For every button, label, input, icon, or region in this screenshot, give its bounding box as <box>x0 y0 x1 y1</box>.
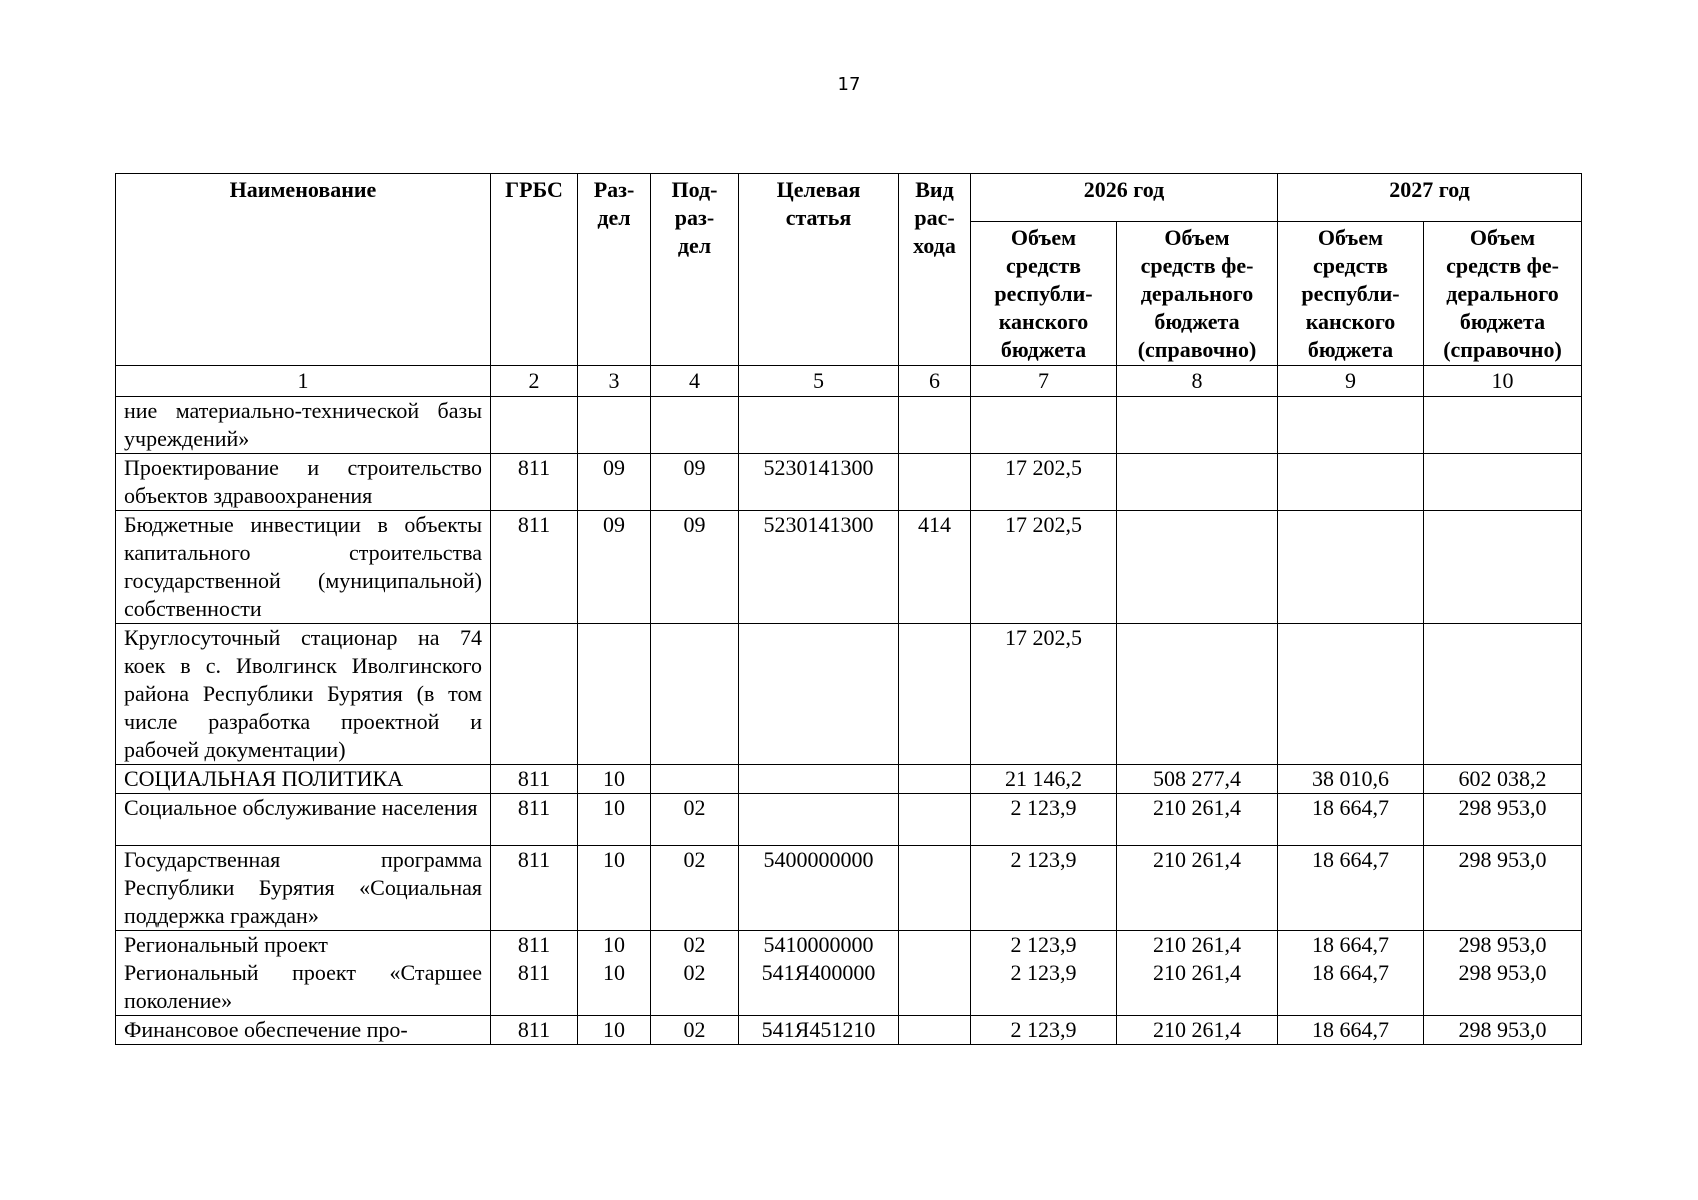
column-index: 7 <box>971 366 1117 397</box>
column-index: 4 <box>651 366 739 397</box>
cell-rep-2027: 38 010,6 <box>1278 765 1424 794</box>
cell-celevaya <box>739 397 899 454</box>
cell-rep-2026: 2 123,9 2 123,9 <box>971 931 1117 1016</box>
column-index: 8 <box>1117 366 1278 397</box>
header-celevaya: Целевая статья <box>739 174 899 366</box>
cell-name: Региональный проект Региональный проект «Старшее поколение» <box>116 931 491 1016</box>
cell-celevaya <box>739 624 899 765</box>
cell-fed-2027: 298 953,0 298 953,0 <box>1424 931 1582 1016</box>
cell-grbs <box>491 397 578 454</box>
cell-podrazdel <box>651 397 739 454</box>
cell-fed-2027: 298 953,0 <box>1424 846 1582 931</box>
column-index: 2 <box>491 366 578 397</box>
table-row <box>116 765 1582 794</box>
cell-celevaya: 5230141300 <box>739 511 899 624</box>
cell-grbs: 811 811 <box>491 931 578 1016</box>
cell-name: Социальное обслуживание населения <box>116 794 491 846</box>
cell-celevaya <box>739 794 899 846</box>
cell-rep-2027: 18 664,7 <box>1278 794 1424 846</box>
cell-rep-2026: 2 123,9 <box>971 794 1117 846</box>
cell-razdel: 10 <box>578 765 651 794</box>
cell-grbs: 811 <box>491 1016 578 1045</box>
cell-podrazdel: 09 <box>651 454 739 511</box>
column-index: 6 <box>899 366 971 397</box>
header-year-2026: 2026 год <box>971 174 1278 222</box>
table-row <box>116 454 1582 511</box>
cell-rep-2027: 18 664,7 18 664,7 <box>1278 931 1424 1016</box>
page-number: 17 <box>837 74 861 95</box>
cell-razdel <box>578 397 651 454</box>
header-rep-budget-2026: Объем средств республи- канского бюджета <box>971 222 1117 366</box>
cell-name: Круглосуточный стационар на 74 коек в с. Иволгинск Иволгинского района Республики Бурятия (в том числе разработка проектной и рабочей документации) <box>116 624 491 765</box>
cell-razdel <box>578 624 651 765</box>
cell-fed-2027: 602 038,2 <box>1424 765 1582 794</box>
cell-vid <box>899 765 971 794</box>
cell-rep-2026: 17 202,5 <box>971 454 1117 511</box>
column-index: 9 <box>1278 366 1424 397</box>
cell-rep-2026: 21 146,2 <box>971 765 1117 794</box>
cell-rep-2027 <box>1278 454 1424 511</box>
cell-celevaya: 5400000000 <box>739 846 899 931</box>
header-grbs: ГРБС <box>491 174 578 366</box>
header-vid: Вид рас- хода <box>899 174 971 366</box>
table-row <box>116 511 1582 624</box>
cell-fed-2026: 210 261,4 <box>1117 794 1278 846</box>
cell-vid <box>899 794 971 846</box>
cell-fed-2026: 210 261,4 <box>1117 1016 1278 1045</box>
column-index: 5 <box>739 366 899 397</box>
cell-podrazdel <box>651 765 739 794</box>
cell-celevaya: 541Я451210 <box>739 1016 899 1045</box>
cell-name: Финансовое обеспечение про- <box>116 1016 491 1045</box>
cell-grbs: 811 <box>491 794 578 846</box>
cell-name: ние материально-технической базы учреждений» <box>116 397 491 454</box>
cell-rep-2027: 18 664,7 <box>1278 846 1424 931</box>
cell-rep-2026: 17 202,5 <box>971 624 1117 765</box>
cell-fed-2026 <box>1117 624 1278 765</box>
cell-fed-2027: 298 953,0 <box>1424 1016 1582 1045</box>
cell-rep-2026: 17 202,5 <box>971 511 1117 624</box>
header-razdel: Раз- дел <box>578 174 651 366</box>
cell-razdel: 10 <box>578 846 651 931</box>
cell-rep-2027 <box>1278 624 1424 765</box>
cell-fed-2027 <box>1424 511 1582 624</box>
cell-vid: 414 <box>899 511 971 624</box>
cell-razdel: 10 <box>578 794 651 846</box>
cell-grbs: 811 <box>491 454 578 511</box>
cell-razdel: 10 <box>578 1016 651 1045</box>
cell-grbs <box>491 624 578 765</box>
cell-podrazdel: 09 <box>651 511 739 624</box>
cell-vid <box>899 624 971 765</box>
header-rep-budget-2027: Объем средств республи- канского бюджета <box>1278 222 1424 366</box>
cell-rep-2026: 2 123,9 <box>971 846 1117 931</box>
cell-fed-2027 <box>1424 397 1582 454</box>
cell-rep-2027 <box>1278 397 1424 454</box>
column-index-row <box>116 366 1582 397</box>
cell-razdel: 10 10 <box>578 931 651 1016</box>
table-row <box>116 1016 1582 1045</box>
budget-table <box>115 173 1582 1045</box>
column-index: 1 <box>116 366 491 397</box>
cell-name: Бюджетные инвестиции в объекты капитального строительства государственной (муниципальной) собственности <box>116 511 491 624</box>
cell-podrazdel: 02 <box>651 794 739 846</box>
cell-vid <box>899 397 971 454</box>
cell-rep-2027: 18 664,7 <box>1278 1016 1424 1045</box>
column-index: 10 <box>1424 366 1582 397</box>
cell-razdel: 09 <box>578 454 651 511</box>
cell-podrazdel: 02 <box>651 846 739 931</box>
cell-grbs: 811 <box>491 846 578 931</box>
cell-vid <box>899 846 971 931</box>
cell-name: Государственная программа Республики Бурятия «Социальная поддержка граждан» <box>116 846 491 931</box>
cell-rep-2026 <box>971 397 1117 454</box>
cell-fed-2027 <box>1424 624 1582 765</box>
header-podrazdel: Под- раз- дел <box>651 174 739 366</box>
table-body <box>116 397 1582 1045</box>
cell-razdel: 09 <box>578 511 651 624</box>
cell-vid <box>899 454 971 511</box>
cell-vid <box>899 1016 971 1045</box>
cell-fed-2026 <box>1117 511 1278 624</box>
header-fed-budget-2026: Объем средств фе- дерального бюджета (справочно) <box>1117 222 1278 366</box>
cell-fed-2026: 508 277,4 <box>1117 765 1278 794</box>
table-header <box>116 174 1582 397</box>
cell-fed-2026 <box>1117 397 1278 454</box>
column-index: 3 <box>578 366 651 397</box>
table-row <box>116 794 1582 846</box>
cell-celevaya: 5230141300 <box>739 454 899 511</box>
table-row <box>116 397 1582 454</box>
cell-name: Проектирование и строительство объектов здравоохранения <box>116 454 491 511</box>
cell-fed-2026: 210 261,4 <box>1117 846 1278 931</box>
table-row <box>116 931 1582 1016</box>
header-name: Наименование <box>116 174 491 366</box>
cell-name: СОЦИАЛЬНАЯ ПОЛИТИКА <box>116 765 491 794</box>
cell-fed-2026: 210 261,4 210 261,4 <box>1117 931 1278 1016</box>
cell-vid <box>899 931 971 1016</box>
cell-celevaya: 5410000000 541Я400000 <box>739 931 899 1016</box>
table-row <box>116 846 1582 931</box>
table-row <box>116 624 1582 765</box>
cell-podrazdel <box>651 624 739 765</box>
cell-podrazdel: 02 02 <box>651 931 739 1016</box>
cell-podrazdel: 02 <box>651 1016 739 1045</box>
cell-fed-2027 <box>1424 454 1582 511</box>
header-fed-budget-2027: Объем средств фе- дерального бюджета (справочно) <box>1424 222 1582 366</box>
cell-grbs: 811 <box>491 765 578 794</box>
cell-fed-2026 <box>1117 454 1278 511</box>
cell-rep-2027 <box>1278 511 1424 624</box>
cell-rep-2026: 2 123,9 <box>971 1016 1117 1045</box>
cell-fed-2027: 298 953,0 <box>1424 794 1582 846</box>
cell-grbs: 811 <box>491 511 578 624</box>
header-year-2027: 2027 год <box>1278 174 1582 222</box>
cell-celevaya <box>739 765 899 794</box>
